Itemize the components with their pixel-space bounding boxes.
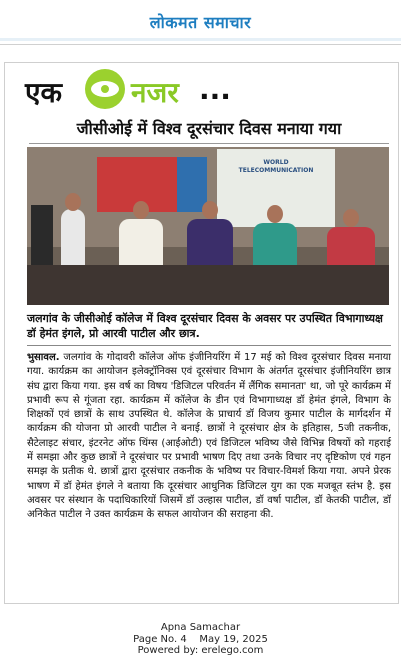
screen-text-1: WORLD bbox=[263, 159, 289, 166]
article-photo bbox=[27, 147, 389, 305]
screen-text-2: TELECOMMUNICATION bbox=[238, 167, 314, 174]
caption-rule bbox=[27, 345, 391, 346]
footer-page-date: Page No. 4 May 19, 2025 bbox=[133, 633, 268, 645]
photo-caption: जलगांव के जीसीओई कॉलेज में विश्व दूरसंचार दिवस के अवसर पर उपस्थित विभागाध्यक्ष डॉ हेमंत इंगले, प्रो आरवी पाटील और छात्र. bbox=[27, 312, 383, 340]
masthead bbox=[0, 0, 401, 45]
footer-powered-by: Powered by: erelego.com bbox=[137, 645, 264, 656]
photo-head bbox=[133, 201, 149, 219]
eye-pupil bbox=[99, 83, 111, 95]
article-headline: जीसीओई में विश्व दूरसंचार दिवस मनाया गया bbox=[76, 119, 342, 138]
banner-dots: ... bbox=[199, 73, 231, 106]
banner-word-ek: एक bbox=[25, 76, 62, 109]
page-footer bbox=[0, 622, 401, 657]
ek-najar-banner bbox=[5, 63, 398, 115]
article-dateline: भुसावल. bbox=[27, 352, 60, 363]
photo-head bbox=[65, 193, 81, 211]
photo-head bbox=[267, 205, 283, 223]
news-clipping bbox=[4, 62, 399, 604]
footer-source: Apna Samachar bbox=[160, 622, 241, 633]
photo-head bbox=[343, 209, 359, 227]
article-body-text: जलगांव के गोदावरी कॉलेज ऑफ इंजीनियरिंग में 17 मई को विश्व दूरसंचार दिवस मनाया गया. कार्यक्रम का आयोजन इलेक्ट्रॉनिक्स एवं दूरसंचार विभाग के अंतर्गत दूरसंचार इंजीनियरिंग छात्र संघ द्वारा किया गया. इस वर्ष का विषय 'डिजिटल परिवर्तन में लैंगिक समानता' था, जो पूरे कार्यक्रम में प्रभावी रूप से गूंजता रहा. कार्यक्रम में कॉलेज के डीन एवं विभागाध्यक्ष डॉ हेमंत इंगले, विभाग के शिक्षकों एवं छात्रों के साथ उपस्थित थे. कॉलेज के प्राचार्य डॉ विजय कुमार पाटील के मार्गदर्शन में कार्यक्रम की योजना प्रो आरवी पाटील ने बनाई. छात्रों ने दूरसंचार क्षेत्र के इतिहास, 5जी तकनीक, सैटेलाइट संचार, इंटरनेट ऑफ थिंग्स (आईओटी) एवं डिजिटल भविष्य जैसे विभिन्न विषयों को गहराई में समझा और कुछ छात्रों ने दूरसंचार पर प्रभावी भाषण दिए तथा उनके विचार नए दृष्टिकोण एवं गहन समझ के प्रतीक थे. छात्रों द्वारा दूरसंचार तकनीक के भविष्य पर विचार-विमर्श किया गया. अपने प्रेरक भाषण में डॉ हेमंत इंगले ने बताया कि दूरसंचार आधुनिक डिजिटल युग का एक मजबूत स्तंभ है. इस अवसर पर संस्थान के पदाधिकारियों जिसमें डॉ उल्हास पाटील, डॉ वर्षा पाटील, डॉ केतकी पाटील, डॉ अनिकेत पाटील ने उक्त कार्यक्रम के सफल आयोजन की सराहना की. bbox=[27, 352, 391, 521]
masthead-title: लोकमत समाचार bbox=[149, 13, 252, 32]
eye-icon bbox=[85, 69, 125, 109]
article-body bbox=[27, 351, 391, 523]
photo-head bbox=[202, 201, 218, 219]
banner-word-najar: नजर bbox=[131, 76, 179, 109]
masthead-rule bbox=[0, 38, 401, 41]
headline-rule bbox=[29, 143, 389, 144]
photo-table bbox=[27, 265, 389, 305]
photo-poster-blue bbox=[177, 157, 207, 212]
